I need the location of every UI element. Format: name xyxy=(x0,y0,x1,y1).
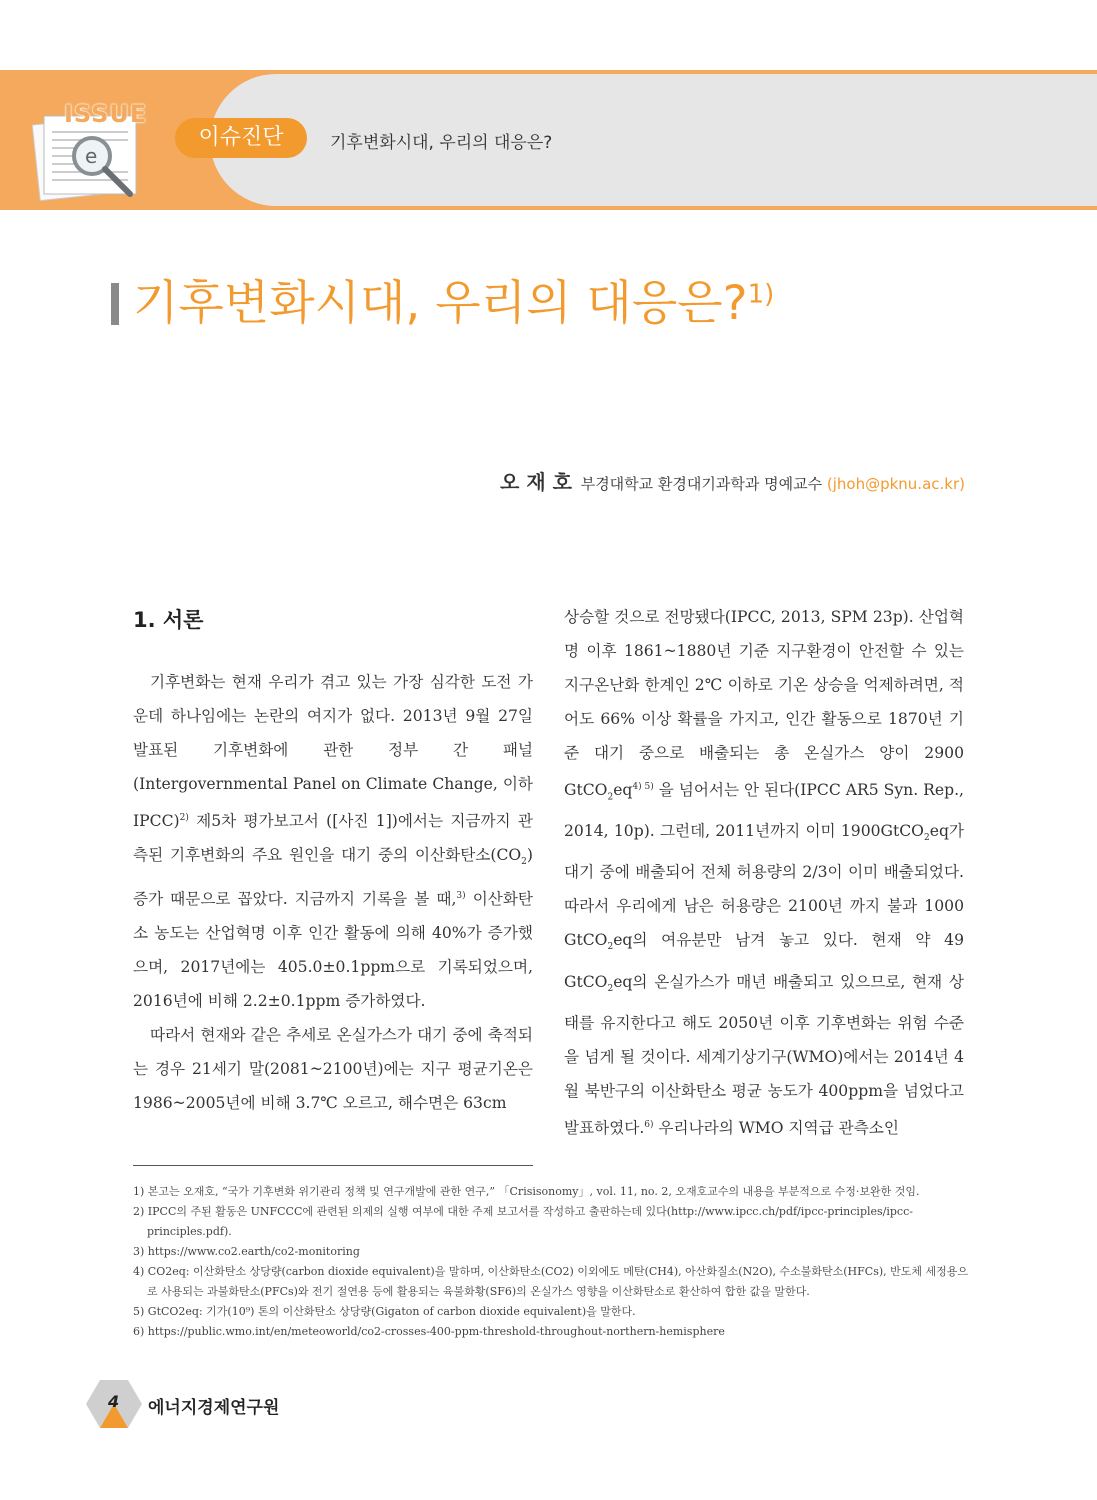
footnote-6: 6) https://public.wmo.int/en/meteoworld/co2-crosses-400-ppm-threshold-throughout-northern-hemisphere xyxy=(133,1325,725,1338)
publisher-name: 에너지경제연구원 xyxy=(148,1398,280,1418)
paragraph: 따라서 현재와 같은 추세로 온실가스가 대기 중에 축적되는 경우 21세기 말(2081~2100년)에는 지구 평균기온은 1986~2005년에 비해 3.7℃ 오르고, 해수면은 63cm xyxy=(133,1026,533,1113)
paragraph xyxy=(564,600,964,1145)
page-title-text: 기후변화시대, 우리의 대응은? xyxy=(133,276,748,331)
title-footnote-mark: 1) xyxy=(747,279,775,310)
subscript: 2 xyxy=(923,833,930,844)
text-run: 상승할 것으로 전망됐다(IPCC, 2013, SPM 23p). 산업혁명 이후 1861~1880년 기준 지구환경이 안전할 수 있는 지구온난화 한계인 2℃ 이하로 기온 상승을 억제하려면, 적어도 66% 이상 확률을 가지고, 인간 활동으로 1870년 기준 대기 중으로 배출되는 총 온실가스 양이 2900 GtCO xyxy=(564,608,964,800)
text-run: ) 증가 때문으로 꼽았다. 지금까지 기록을 볼 때, xyxy=(133,846,533,909)
section-badge: 이슈진단 xyxy=(175,118,307,158)
right-column xyxy=(564,600,964,1145)
subscript: 2 xyxy=(607,983,614,994)
page-number: 4 xyxy=(108,1392,120,1411)
text-run: 을 넘어서는 안 된다(IPCC AR5 Syn. Rep., 2014, 10p). 그런데, 2011년까지 이미 1900GtCO xyxy=(564,781,964,841)
paragraph xyxy=(133,665,533,1018)
section-heading: 1. 서론 xyxy=(133,608,204,632)
footnote-ref: 2) xyxy=(179,813,189,823)
footnote-ref: 3) xyxy=(456,891,466,902)
footnote-divider xyxy=(133,1165,533,1166)
header-subtitle: 기후변화시대, 우리의 대응은? xyxy=(330,133,553,153)
author-affiliation: 부경대학교 환경대기과학과 명예교수 xyxy=(580,475,823,493)
text-run: 우리나라의 WMO 지역급 관측소인 xyxy=(653,1118,899,1137)
subscript: 2 xyxy=(607,942,614,953)
footnote-ref: 4) 5) xyxy=(632,782,654,792)
footnote-3: 3) https://www.co2.earth/co2-monitoring xyxy=(133,1245,360,1258)
svg-text:e: e xyxy=(85,144,98,168)
footnote-1: 1) 본고는 오재호, “국가 기후변화 위기관리 정책 및 연구개발에 관한 연구,” 「Crisisonomy」, vol. 11, no. 2, 오재호교수의 내용을 부분적으로 수정·보완한 것임. xyxy=(133,1185,920,1198)
footnote-2: 2) IPCC의 주된 활동은 UNFCCC에 관련된 의제의 실행 여부에 대한 주제 보고서를 작성하고 출판하는데 있다(http://www.ipcc.ch/pdf/ipcc-principles/ipcc-principles.pdf). xyxy=(133,1205,913,1238)
subscript: 2 xyxy=(521,857,527,868)
text-run: eq의 온실가스가 매년 배출되고 있으므로, 현재 상태를 유지한다고 해도 2050년 이후 기후변화는 위험 수준을 넘게 될 것이다. 세계기상기구(WMO)에서는 2014년 4월 북반구의 이산화탄소 평균 농도가 400ppm을 넘었다고 발표하였다. xyxy=(564,972,964,1137)
text-run: 제5차 평가보고서 ([사진 1])에서는 지금까지 관측된 기후변화의 주요 원인을 대기 중의 이산화탄소(CO xyxy=(133,812,533,865)
subscript: 2 xyxy=(607,792,614,803)
text-run: eq가 대기 중에 배출되어 전체 허용량의 2/3이 이미 배출되었다. 따라서 우리에게 남은 허용량은 2100년 까지 불과 1000 GtCO xyxy=(564,822,964,950)
author-name: 오 재 호 xyxy=(500,470,572,494)
author-line xyxy=(500,466,965,495)
text-run: 이산화탄소 농도는 산업혁명 이후 인간 활동에 의해 40%가 증가했으며, 2017년에는 405.0±0.1ppm으로 기록되었으며, 2016년에 비해 2.2±0.1ppm 증가하였다. xyxy=(133,890,533,1011)
text-run: eq의 여유분만 남겨 놓고 있다. 현재 약 49 GtCO xyxy=(564,931,964,991)
author-email: (jhoh@pknu.ac.kr) xyxy=(826,475,965,493)
page-title xyxy=(133,266,774,333)
footnotes xyxy=(133,1182,968,1342)
text-run: eq xyxy=(613,781,633,800)
footnote-ref: 6) xyxy=(644,1119,654,1130)
text-run: 기후변화는 현재 우리가 겪고 있는 가장 심각한 도전 가운데 하나임에는 논란의 여지가 없다. 2013년 9월 27일 발표된 기후변화에 관한 정부 간 패널(Intergovernmental Panel on Climate Change, 이하 IPCC) xyxy=(133,673,533,831)
footnote-4: 4) CO2eq: 이산화탄소 상당량(carbon dioxide equivalent)을 말하며, 이산화탄소(CO2) 이외에도 메탄(CH4), 아산화질소(N2O), 수소불화탄소(HFCs), 반도체 세정용으로 사용되는 과불화탄소(PFCs)와 전기 절연용 등에 활용되는 육불화황(SF6)의 온실가스 영향을 이산화탄소로 환산하여 합한 값을 말한다. xyxy=(133,1265,969,1298)
title-accent-bar xyxy=(111,283,119,325)
left-column xyxy=(133,665,533,1120)
footnote-5: 5) GtCO2eq: 기가(10⁹) 톤의 이산화탄소 상당량(Gigaton of carbon dioxide equivalent)을 말한다. xyxy=(133,1305,636,1318)
issue-label: ISSUE xyxy=(64,100,148,128)
